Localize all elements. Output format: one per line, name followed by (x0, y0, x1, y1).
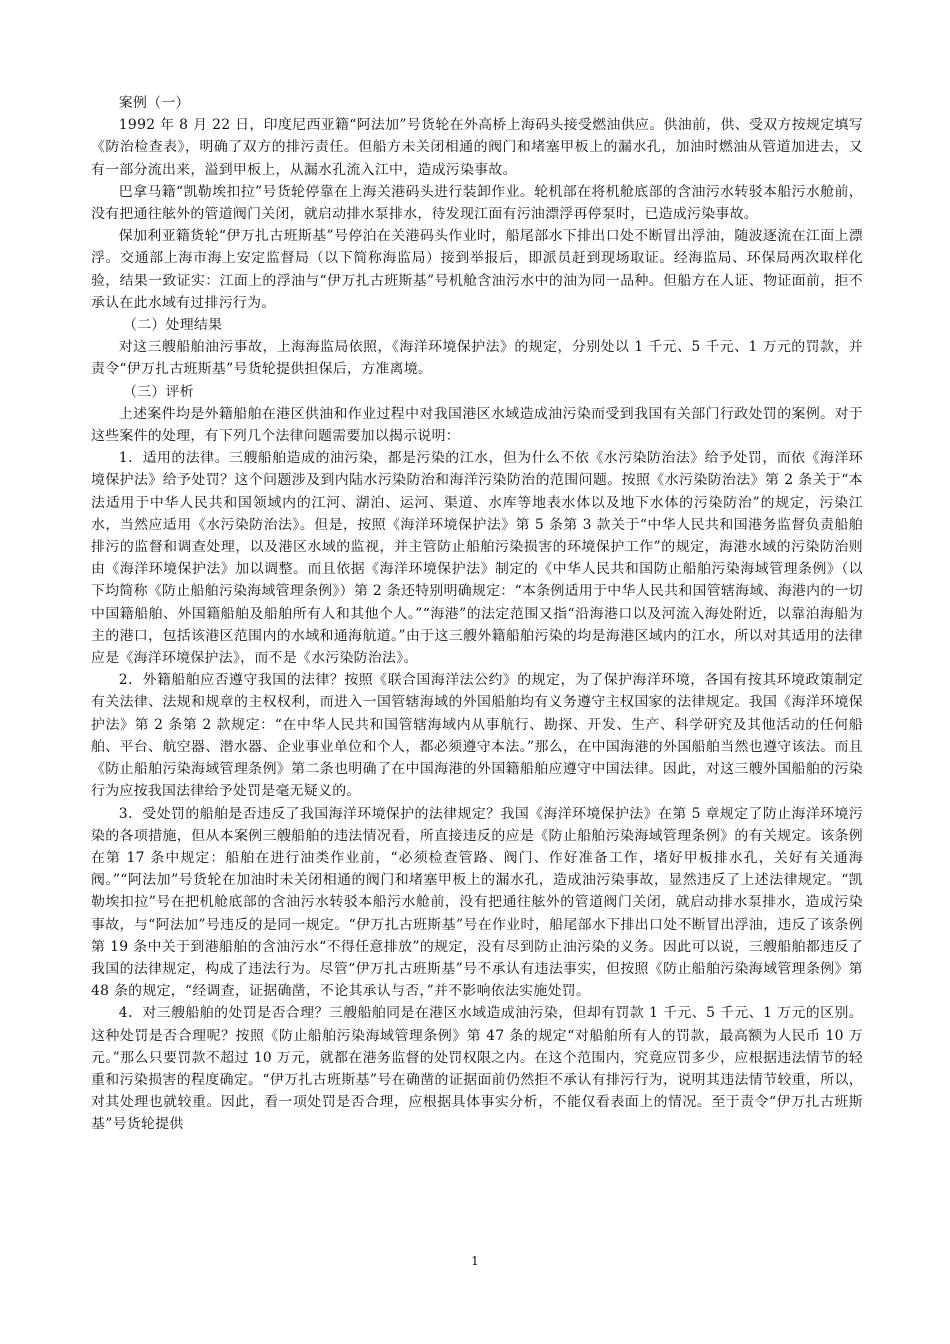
analysis-paragraph-2: 2．外籍船舶应否遵守我国的法律？按照《联合国海洋法公约》的规定，为了保护海洋环境，各国有按其环境政策制定有关法律、法规和规章的主权权利，而进入一国管辖海域的外国船舶均有义务遵守主权国家的法律规定。我国《海洋环境保护法》第 2 条第 2 款规定：“在中华人民共和国管辖海域内从事航行、勘探、开发、生产、科学研究及其他活动的任何船舶、平台、航空器、潜水器、企业事业单位和个人，都必须遵守本法。”那么，在中国海港的外国船舶当然也遵守该法。而且《防止船舶污染海域管理条例》第二条也明确了在中国海港的外国籍船舶应遵守中国法律。因此，对这三艘外国船舶的污染行为应按我国法律给予处罚是毫无疑义的。 (91, 672, 863, 800)
section-analysis-title: （三）评析 (122, 383, 194, 400)
document-body (91, 92, 863, 1136)
case-title: 案例（一） (118, 95, 190, 111)
page-number: 1 (471, 1254, 479, 1268)
analysis-paragraph-4: 4．对三艘船舶的处罚是否合理？三艘船舶同是在港区水域造成油污染，但却有罚款 1 千元、5 千元、1 万元的区别。这种处罚是否合理呢？按照《防止船舶污染海域管理条例》第 47 条的规定“对船舶所有人的罚款，最高额为人民币 10 万元。”那么只要罚款不超过 10 万元，就都在港务监督的处罚权限之内。在这个范围内，究竟应罚多少，应根据违法情节的轻重和污染损害的程度确定。“伊万扎古班斯基”号在确凿的证据面前仍然拒不承认有排污行为，说明其违法情节较重，所以，对其处理也就较重。因此，看一项处罚是否合理，应根据具体事实分析，不能仅看表面上的情况。至于责令“伊万扎古班斯基”号货轮提供 (91, 1005, 863, 1133)
section-result-paragraph: 对这三艘船舶油污事故，上海海监局依照，《海洋环境保护法》的规定，分别处以 1 千元、5 千元、1 万元的罚款，并责令“伊万扎古班斯基”号货轮提供担保后，方准离境。 (91, 339, 863, 378)
analysis-paragraph-3: 3．受处罚的船舶是否违反了我国海洋环境保护的法律规定？我国《海洋环境保护法》在第 5 章规定了防止海洋环境污染的各项措施，但从本案例三艘船舶的违法情况看，所直接违反的应是《防止船舶污染海域管理条例》的有关规定。该条例在第 17 条中规定：船舶在进行油类作业前，“必须检查管路、阀门、作好准备工作，堵好甲板排水孔，关好有关通海阀。”“阿法加”号货轮在加油时未关闭相通的阀门和堵塞甲板上的漏水孔，造成油污染事故，显然违反了上述法律规定。“凯勒埃扣拉”号在把机舱底部的含油污水转驳本船污水舱前，没有把通往舷外的管道阀门关闭，就启动排水泵排水，造成污染事故，与“阿法加”号违反的是同一规定。“伊万扎古班斯基”号在作业时，船尾部水下排出口处不断冒出浮油，违反了该条例第 19 条中关于到港船舶的含油污水“不得任意排放”的规定，没有尽到防止油污染的义务。因此可以说，三艘船舶都违反了我国的法律规定，构成了违法行为。尽管“伊万扎古班斯基”号不承认有违法事实，但按照《防止船舶污染海域管理条例》第 48 条的规定，“经调查，证据确凿，不论其承认与否，”并不影响依法实施处罚。 (91, 805, 863, 1000)
case-paragraph-1: 1992 年 8 月 22 日，印度尼西亚籍“阿法加”号货轮在外高桥上海码头接受燃油供应。供油前，供、受双方按规定填写《防治检查表》，明确了双方的排污责任。但船方未关闭相通的阀门和堵塞甲板上的漏水孔，加油时燃油从管道加进去，又有一部分流出来，溢到甲板上，从漏水孔流入江中，造成污染事故。 (91, 117, 863, 178)
analysis-paragraph-intro: 上述案件均是外籍船舶在港区供油和作业过程中对我国港区水域造成油污染而受到我国有关部门行政处罚的案例。对于这些案件的处理，有下列几个法律问题需要加以揭示说明： (91, 405, 863, 445)
case-paragraph-2: 巴拿马籍“凯勒埃扣拉”号货轮停靠在上海关港码头进行装卸作业。轮机部在将机舱底部的含油污水转驳本船污水舱前，没有把通往舷外的管道阀门关闭，就启动排水泵排水，待发现江面有污油漂浮再停泵时，已造成污染事故。 (91, 183, 863, 223)
section-result-title: （二）处理结果 (122, 317, 223, 334)
analysis-paragraph-1: 1．适用的法律。三艘船舶造成的油污染，都是污染的江水，但为什么不依《水污染防治法》给予处罚，而依《海洋环境保护法》给予处罚？这个问题涉及到内陆水污染防治和海洋污染防治的范围问题。按照《水污染防治法》第 2 条关于“本法适用于中华人民共和国领域内的江河、湖泊、运河、渠道、水库等地表水体以及地下水体的污染防治”的规定，污染江水，当然应适用《水污染防治法》。但是，按照《海洋环境保护法》第 5 条第 3 款关于“中华人民共和国港务监督负责船舶排污的监督和调查处理，以及港区水域的监视，并主管防止船舶污染损害的环境保护工作”的规定，海港水域的污染防治则由《海洋环境保护法》加以调整。而且依据《海洋环境保护法》制定的《中华人民共和国防止船舶污染海域管理条例》（以下均简称《防止船舶污染海域管理条例》）第 2 条还特别明确规定：“本条例适用于中华人民共和国管辖海域、海港内的一切中国籍船舶、外国籍船舶及船舶所有人和其他个人。”“海港”的法定范围又指“沿海港口以及河流入海处附近，以靠泊海船为主的港口，包括该港区范围内的水域和通海航道。”由于这三艘外籍船舶污染的均是海港区域内的江水，所以对其适用的法律应是《海洋环境保护法》，而不是《水污染防治法》。 (91, 450, 863, 667)
case-paragraph-3: 保加利亚籍货轮“伊万扎古班斯基”号停泊在关港码头作业时，船尾部水下排出口处不断冒出浮油，随波逐流在江面上漂浮。交通部上海市海上安定监督局（以下简称海监局）接到举报后，即派员赶到现场取证。经海监局、环保局两次取样化验，结果一致证实：江面上的浮油与“伊万扎古班斯基”号机舱含油污水中的油为同一品种。但船方在人证、物证面前，拒不承认在此水域有过排污行为。 (91, 228, 863, 311)
